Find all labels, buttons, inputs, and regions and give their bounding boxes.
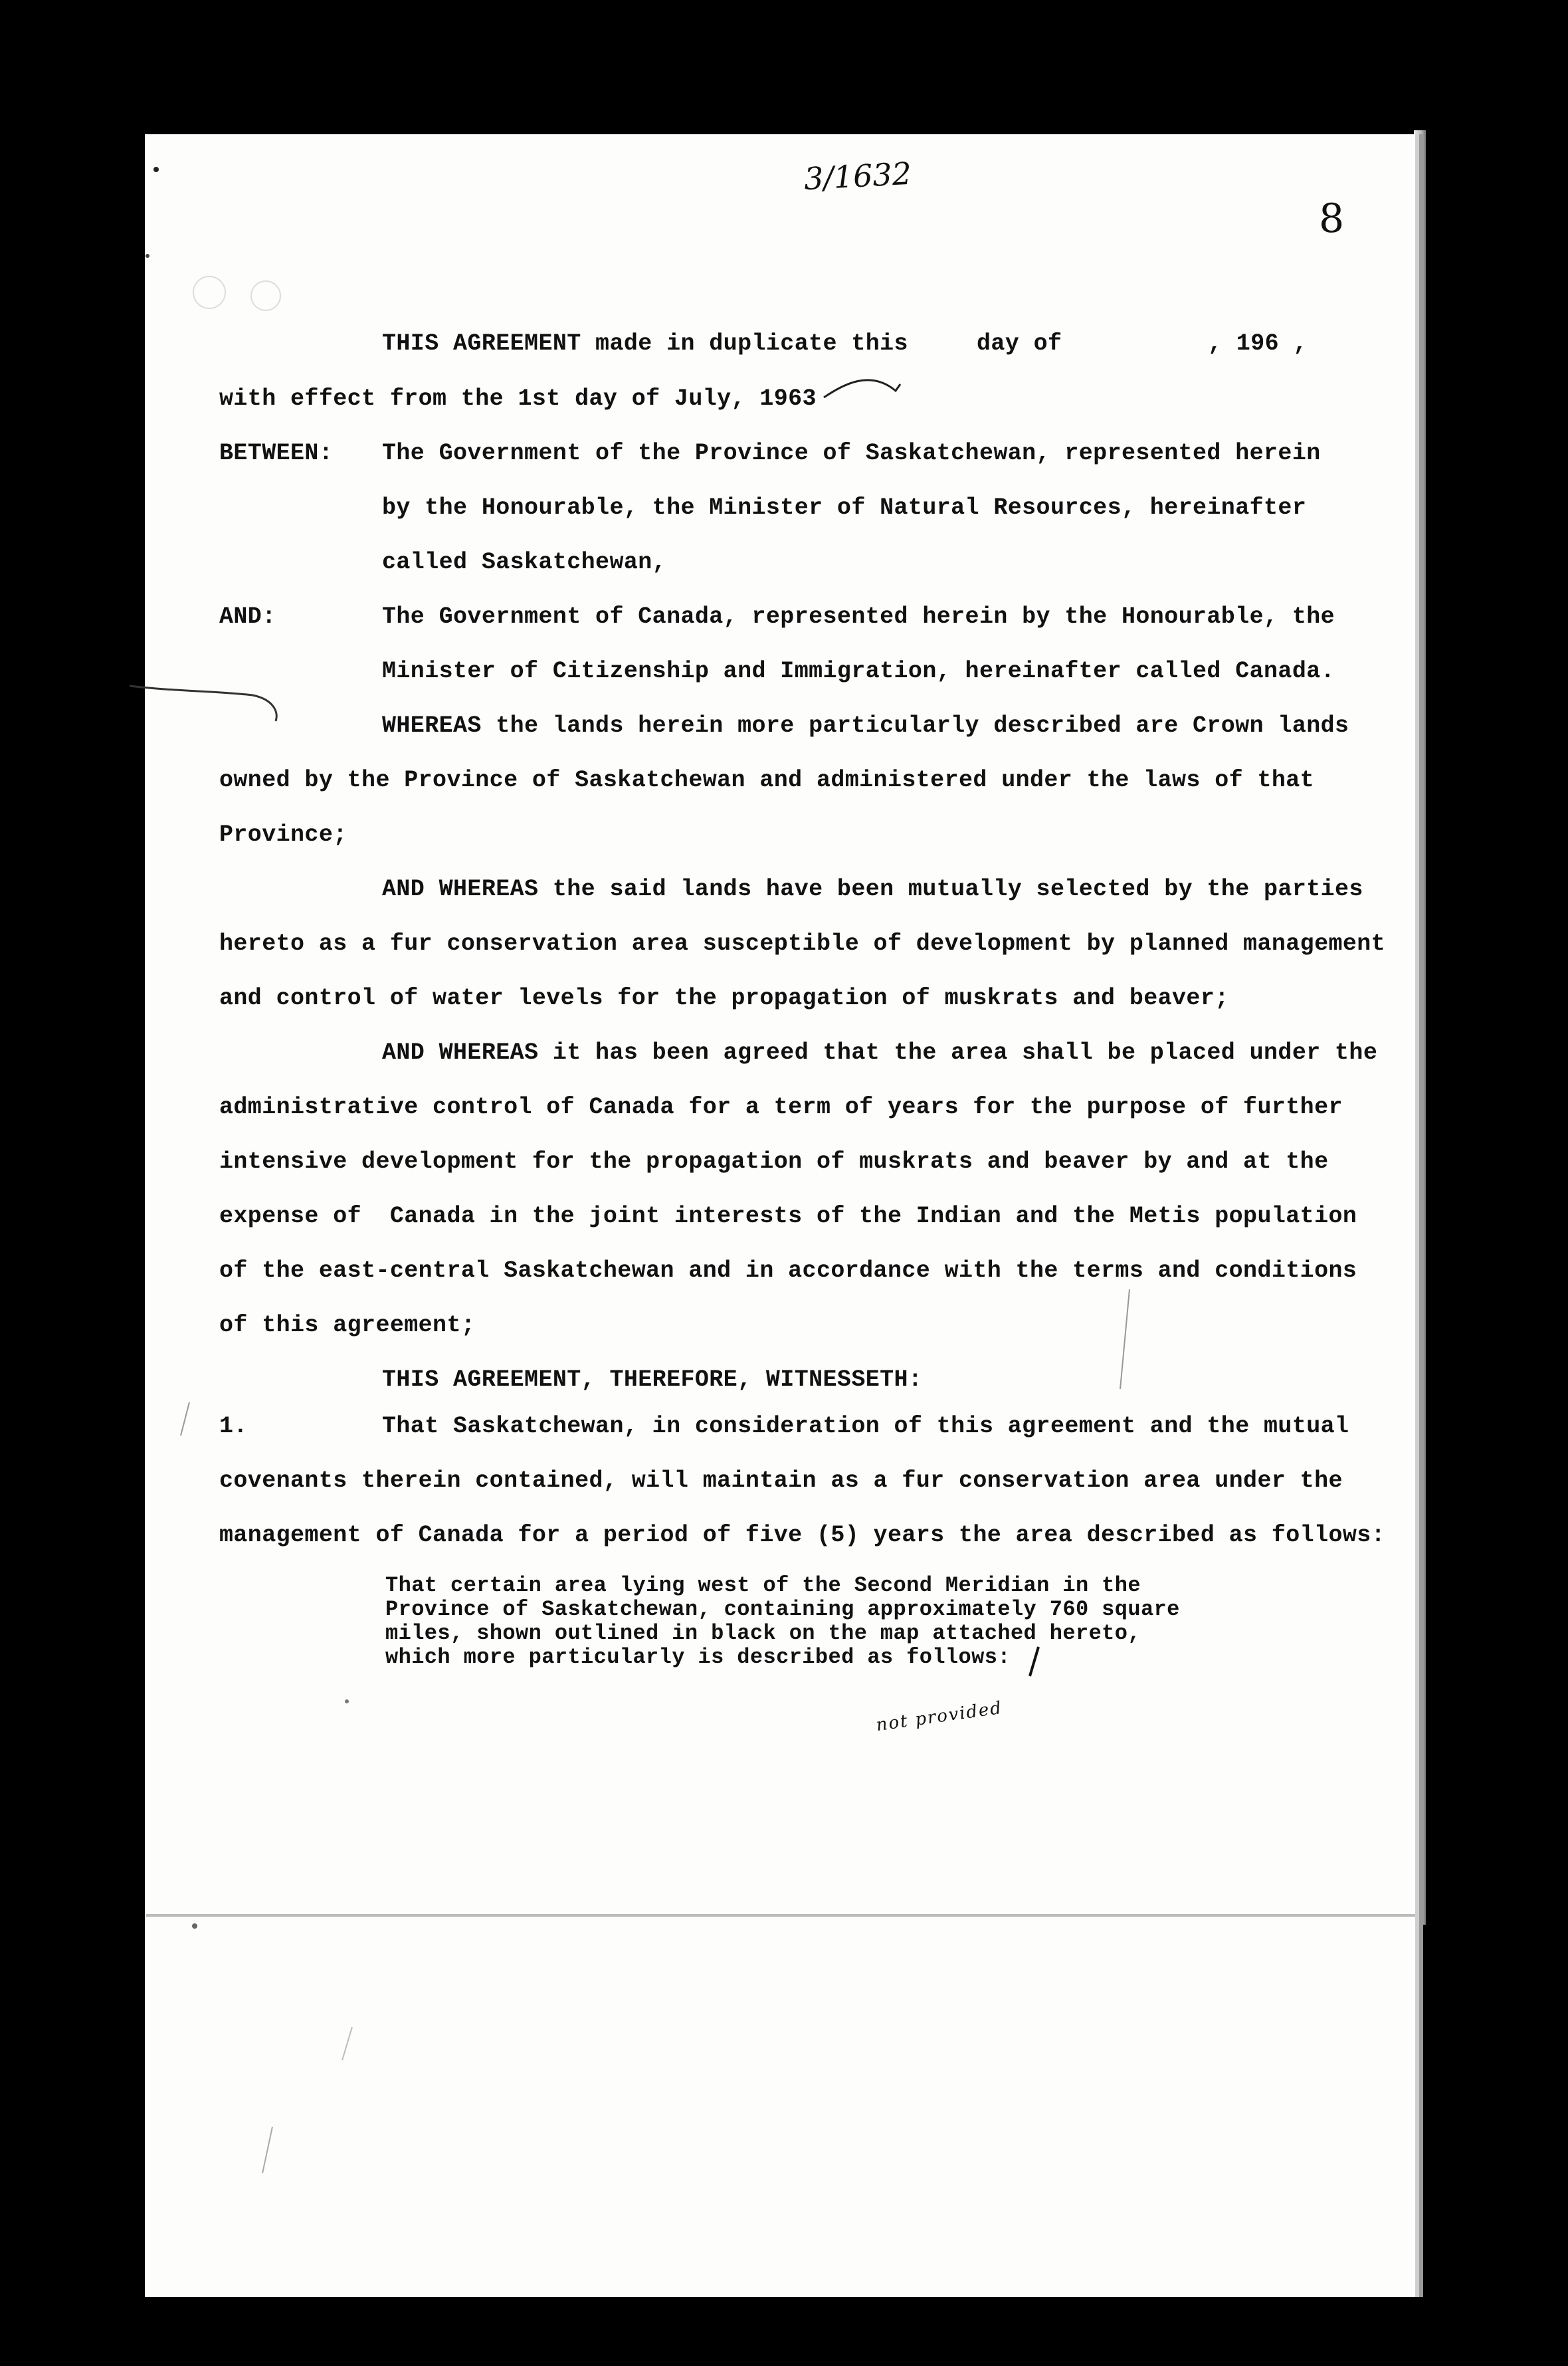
party-2-line-2: Minister of Citizenship and Immigration, hereinafter called Canada. bbox=[382, 658, 1335, 685]
hole-punch-mark-2 bbox=[251, 281, 280, 310]
whereas-3-line-4: expense of Canada in the joint interests of the Indian and the Metis population bbox=[219, 1203, 1357, 1230]
pencil-stroke-as-slash bbox=[1030, 1647, 1038, 1676]
party-1-line-3: called Saskatchewan, bbox=[382, 549, 667, 576]
clause-1-number: 1. bbox=[219, 1413, 248, 1440]
party-1-line-1: The Government of the Province of Saskatchewan, represented herein bbox=[382, 440, 1321, 467]
pencil-stroke-left-margin bbox=[181, 1402, 189, 1436]
whereas-2-line-2: hereto as a fur conservation area susceptible of development by planned management bbox=[219, 930, 1386, 957]
pencil-stroke-lower-left-2 bbox=[342, 2027, 352, 2060]
whereas-3-line-6: of this agreement; bbox=[219, 1312, 476, 1339]
pencil-stroke-right-margin bbox=[1120, 1289, 1129, 1389]
whereas-2-line-3: and control of water levels for the propagation of muskrats and beaver; bbox=[219, 985, 1229, 1012]
pencil-stroke-lower-left bbox=[262, 2127, 272, 2173]
and-label: AND: bbox=[219, 603, 276, 630]
between-label: BETWEEN: bbox=[219, 440, 334, 467]
whereas-3-line-2: administrative control of Canada for a term of years for the purpose of further bbox=[219, 1094, 1343, 1121]
area-description-line-3: miles, shown outlined in black on the map attached hereto, bbox=[385, 1621, 1141, 1646]
hole-punch-mark-1 bbox=[193, 276, 225, 308]
file-reference-handwritten: 3/1632 bbox=[803, 155, 913, 197]
effective-date-line: with effect from the 1st day of July, 1963 bbox=[219, 385, 817, 412]
pencil-stroke-checkmark bbox=[824, 380, 900, 397]
area-description-line-2: Province of Saskatchewan, containing approximately 760 square bbox=[385, 1597, 1180, 1622]
opening-line-part2: day of bbox=[977, 330, 1062, 357]
clause-1-line-1: That Saskatchewan, in consideration of this agreement and the mutual bbox=[382, 1413, 1349, 1440]
clause-1-line-3: management of Canada for a period of five (5) years the area described as follows: bbox=[219, 1522, 1386, 1549]
opening-line-part1: THIS AGREEMENT made in duplicate this bbox=[382, 330, 908, 357]
whereas-1-line-1: WHEREAS the lands herein more particularly described are Crown lands bbox=[382, 712, 1349, 739]
opening-line-part3: , 196 , bbox=[1208, 330, 1308, 357]
clause-1-line-2: covenants therein contained, will maintain as a fur conservation area under the bbox=[219, 1467, 1343, 1494]
whereas-2-line-1: AND WHEREAS the said lands have been mutually selected by the parties bbox=[382, 876, 1363, 903]
pencil-stroke-margin-curve bbox=[130, 686, 276, 721]
whereas-1-line-3: Province; bbox=[219, 821, 347, 848]
speck-4 bbox=[345, 1699, 349, 1703]
speck-1 bbox=[153, 167, 159, 172]
party-2-line-1: The Government of Canada, represented herein by the Honourable, the bbox=[382, 603, 1335, 630]
witnesseth-heading: THIS AGREEMENT, THEREFORE, WITNESSETH: bbox=[382, 1366, 923, 1393]
speck-2 bbox=[146, 254, 149, 258]
speck-3 bbox=[192, 1923, 197, 1929]
page-number: 8 bbox=[1319, 195, 1345, 242]
area-description-line-4: which more particularly is described as follows: bbox=[385, 1645, 1011, 1669]
whereas-3-line-1: AND WHEREAS it has been agreed that the area shall be placed under the bbox=[382, 1039, 1378, 1066]
margin-note-handwritten: not provided bbox=[874, 1697, 1004, 1736]
party-1-line-2: by the Honourable, the Minister of Natural Resources, hereinafter bbox=[382, 494, 1307, 521]
area-description-line-1: That certain area lying west of the Second Meridian in the bbox=[385, 1573, 1141, 1598]
whereas-3-line-3: intensive development for the propagation of muskrats and beaver by and at the bbox=[219, 1148, 1329, 1175]
whereas-3-line-5: of the east-central Saskatchewan and in accordance with the terms and conditions bbox=[219, 1257, 1357, 1284]
whereas-1-line-2: owned by the Province of Saskatchewan and administered under the laws of that bbox=[219, 767, 1315, 794]
